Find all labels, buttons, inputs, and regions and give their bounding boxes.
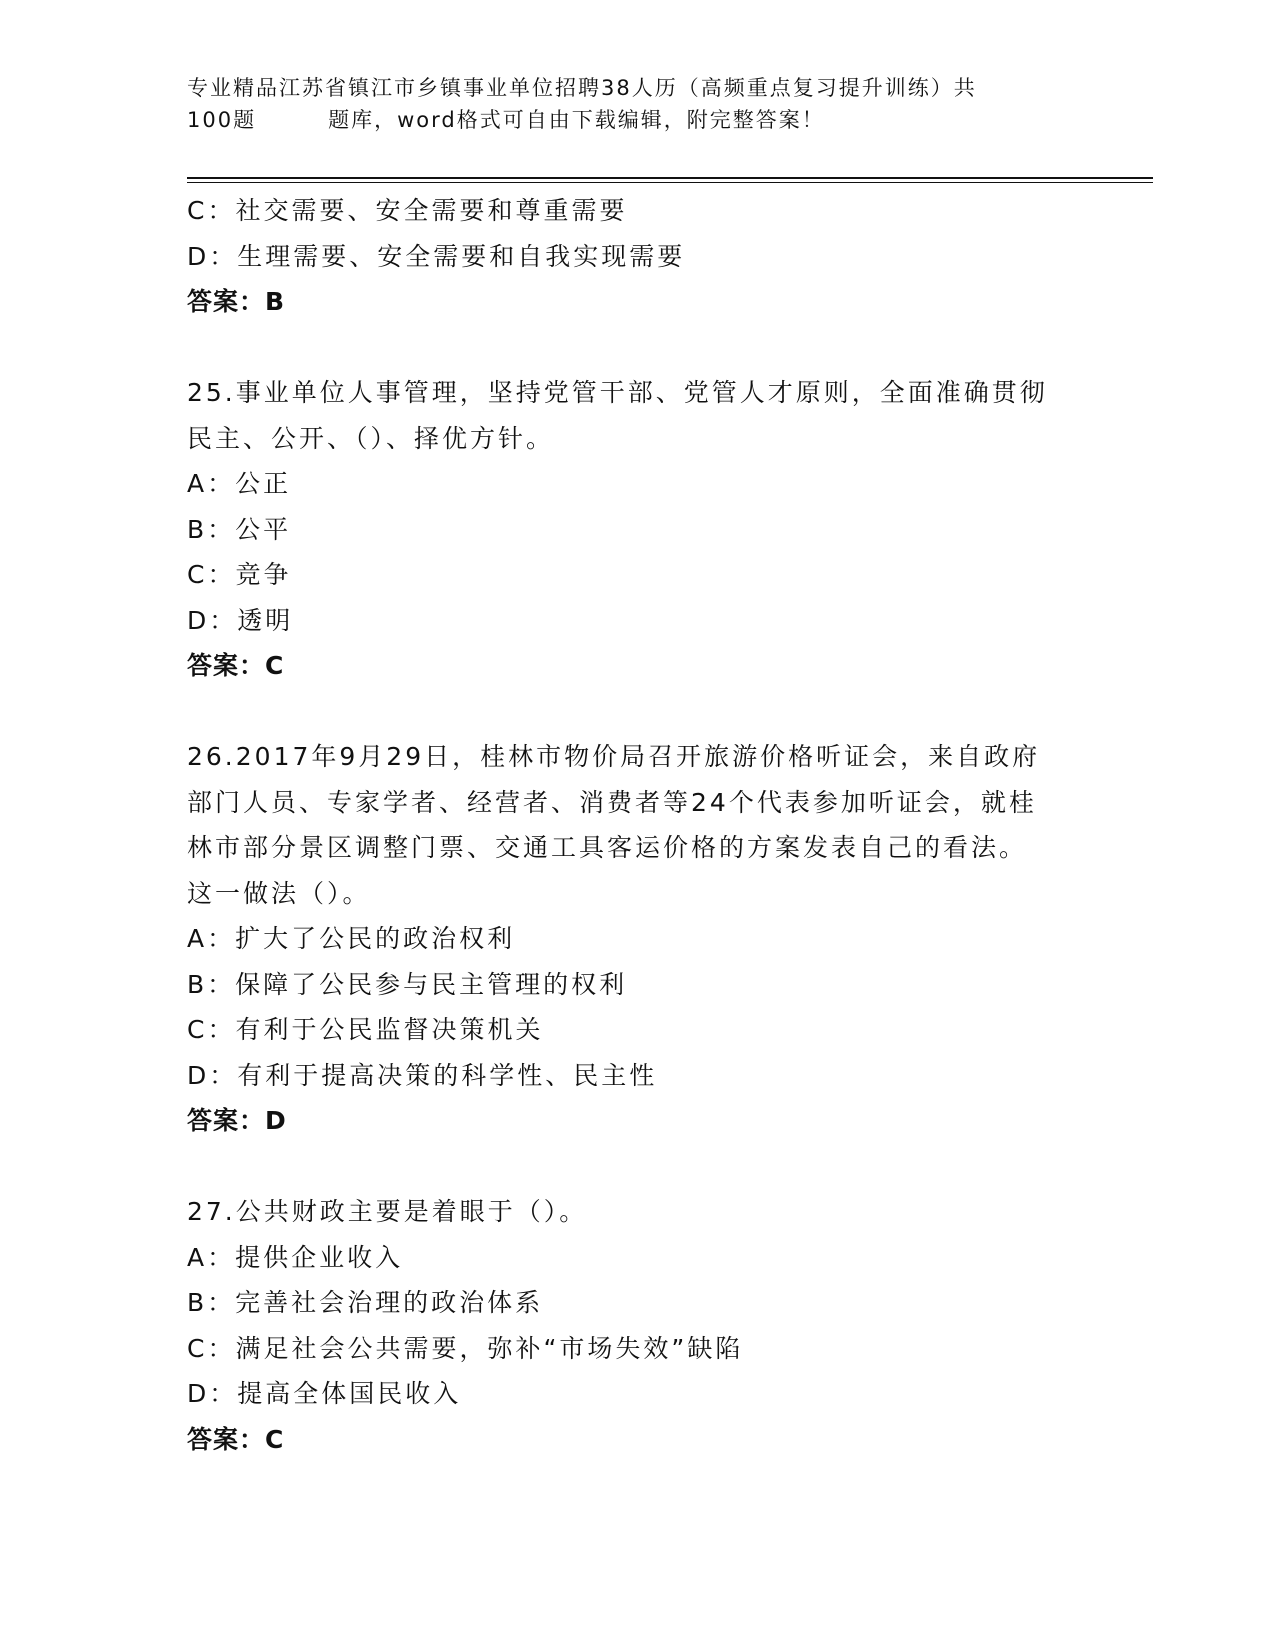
question-line: B：公平 xyxy=(187,514,292,544)
answer-line: 答案：B xyxy=(187,287,286,316)
question-line: D：有利于提高决策的科学性、民主性 xyxy=(187,1060,658,1090)
header-divider-thick xyxy=(187,177,1153,179)
block-spacer xyxy=(187,325,1087,371)
answer-line: 答案：D xyxy=(187,1106,287,1135)
question-line: C：竞争 xyxy=(187,560,292,589)
question-line: C：满足社会公共需要，弥补“市场失效”缺陷 xyxy=(187,1333,744,1363)
answer-line: 答案：C xyxy=(187,651,285,680)
question-line: B：完善社会治理的政治体系 xyxy=(187,1288,544,1317)
question-line: A：扩大了公民的政治权利 xyxy=(187,924,516,953)
question-line: D：提高全体国民收入 xyxy=(187,1379,462,1408)
question-line: C：社交需要、安全需要和尊重需要 xyxy=(187,196,628,225)
document-header xyxy=(187,72,1087,136)
question-line: D：透明 xyxy=(187,605,294,635)
answer-line: 答案：C xyxy=(187,1424,285,1454)
question-line: A：提供企业收入 xyxy=(187,1242,404,1272)
header-line-2 xyxy=(187,104,1087,136)
question-line: 这一做法（）。 xyxy=(187,878,371,908)
header-line-1: 专业精品江苏省镇江市乡镇事业单位招聘38人历（高频重点复习提升训练）共 xyxy=(187,76,977,100)
question-line: 部门人员、专家学者、经营者、消费者等24个代表参加听证会，就桂 xyxy=(187,787,1037,817)
question-block xyxy=(187,1189,1087,1462)
question-line: 民主、公开、（）、择优方针。 xyxy=(187,423,555,453)
question-line: B：保障了公民参与民主管理的权利 xyxy=(187,969,628,999)
block-spacer xyxy=(187,689,1087,735)
question-line: 26.2017年9月29日，桂林市物价局召开旅游价格听证会，来自政府 xyxy=(187,742,1041,771)
header-line-2-left: 100题 xyxy=(187,108,257,132)
header-divider-thin xyxy=(187,182,1153,183)
question-line: 林市部分景区调整门票、交通工具客运价格的方案发表自己的看法。 xyxy=(187,833,1028,862)
question-block xyxy=(187,370,1087,689)
header-line-2-right: 题库，word格式可自由下载编辑，附完整答案！ xyxy=(328,108,825,132)
question-line: 27.公共财政主要是着眼于（）。 xyxy=(187,1197,588,1226)
question-block xyxy=(187,734,1087,1144)
question-line: C：有利于公民监督决策机关 xyxy=(187,1015,544,1044)
question-line: A：公正 xyxy=(187,469,292,498)
question-list xyxy=(187,188,1087,1462)
question-line: D：生理需要、安全需要和自我实现需要 xyxy=(187,241,686,271)
question-block xyxy=(187,188,1087,325)
block-spacer xyxy=(187,1144,1087,1190)
question-line: 25.事业单位人事管理，坚持党管干部、党管人才原则，全面准确贯彻 xyxy=(187,378,1048,407)
